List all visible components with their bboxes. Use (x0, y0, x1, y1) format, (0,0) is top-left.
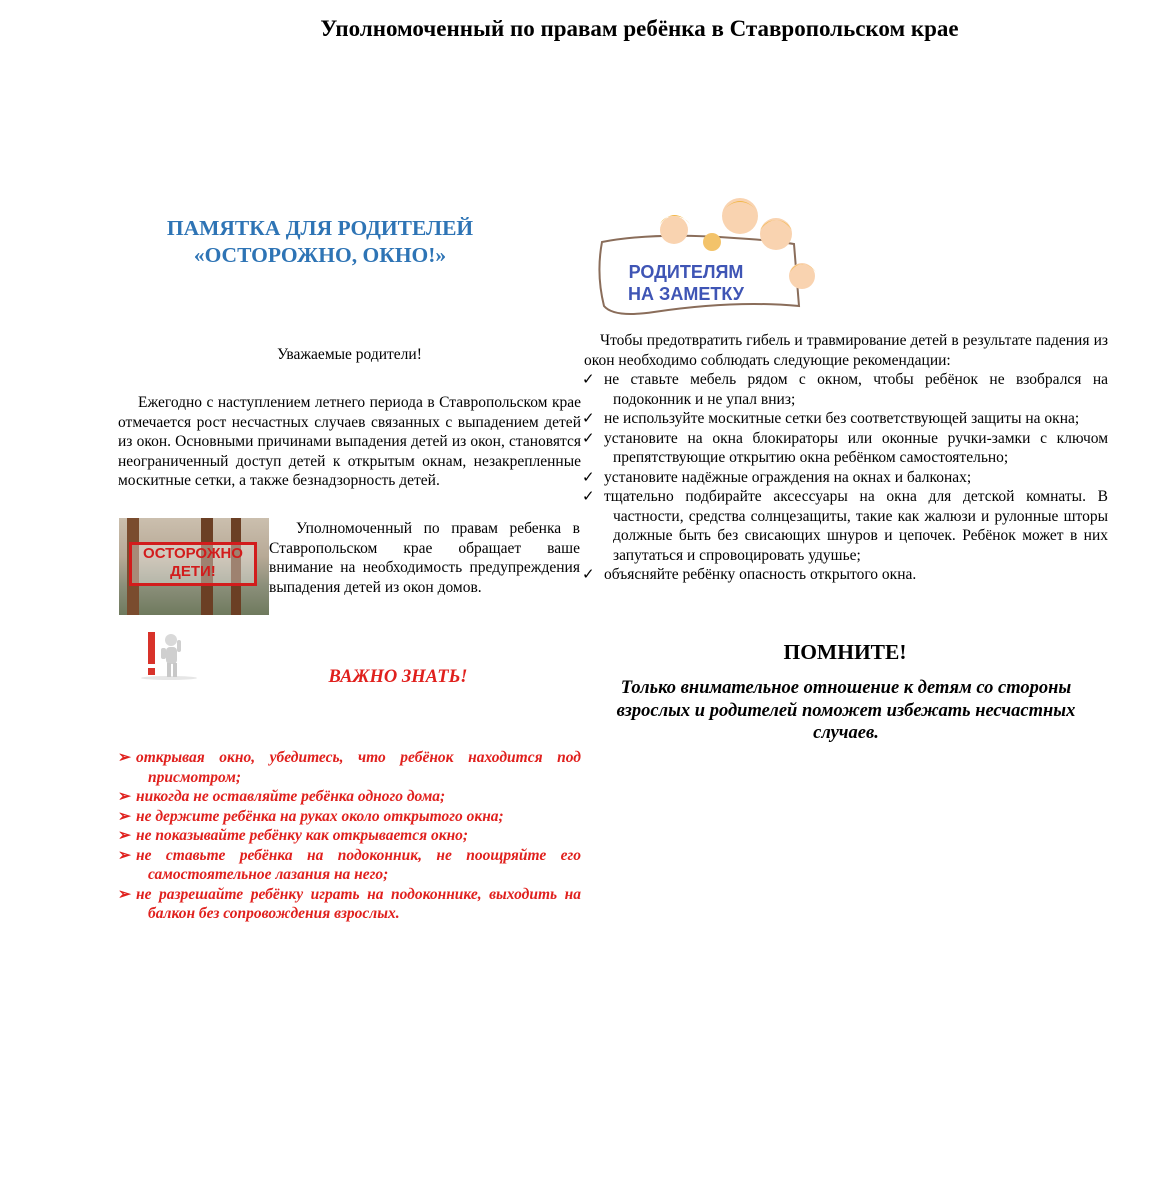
caution-children-image (119, 518, 269, 615)
advice-item: ✓ тщательно подбирайте аксессуары на окна для детской комнаты. В частности, средства солнцезащиты, такие как жалюзи и рулонные шторы должные быть без свисающих шнуров и цепочек. Ребёнок может в них запутаться и спровоцировать удушье; (582, 487, 1108, 564)
check-icon: ✓ (582, 565, 595, 583)
rule-item: ➢ не держите ребёнка на руках около открытого окна; (118, 807, 504, 825)
check-icon: ✓ (582, 370, 595, 388)
page-title: Уполномоченный по правам ребёнка в Ставропольском крае (320, 16, 959, 41)
parents-note-banner (594, 194, 824, 324)
greeting: Уважаемые родители! (277, 346, 422, 363)
intro-paragraph: Ежегодно с наступлением летнего периода в Ставропольском крае отмечается рост несчастных случаев связанных с выпадением детей из окон. Основными причинами выпадения детей из окон, становятся неограниченный доступ детей к открытым окнам, незакрепленные москитные сетки, а также безнадзорность детей. (118, 394, 581, 489)
memo-title-line1: ПАМЯТКА ДЛЯ РОДИТЕЛЕЙ (166, 216, 474, 240)
advice-list (582, 370, 1108, 585)
remember-heading: ПОМНИТЕ! (783, 640, 907, 664)
caution-stamp (129, 542, 257, 586)
caution-stamp-line1: ОСТОРОЖНО (143, 545, 243, 562)
rule-item: ➢ не ставьте ребёнка на подоконник, не поощряйте его самостоятельное лазания на него; (118, 846, 581, 883)
rule-item: ➢ никогда не оставляйте ребёнка одного дома; (118, 788, 446, 805)
banner-line2: НА ЗАМЕТКУ (628, 284, 744, 304)
advice-intro: Чтобы предотвратить гибель и травмирование детей в результате падения из окон необходимо соблюдать следующие рекомендации: (584, 332, 1108, 369)
rule-item: ➢ не разрешайте ребёнку играть на подоконнике, выходить на балкон без сопровождения взрослых. (118, 885, 581, 922)
memo-title (118, 215, 522, 269)
rule-item: ➢ открывая окно, убедитесь, что ребёнок находится под присмотром; (118, 749, 581, 786)
remember-text: Только внимательное отношение к детям со стороны взрослых и родителей поможет избежать несчастных случаев. (616, 678, 1076, 743)
banner-line1: РОДИТЕЛЯМ (628, 262, 744, 282)
ombudsman-paragraph: Уполномоченный по правам ребенка в Ставропольском крае обращает ваше внимание на необходимость предупреждения выпадения детей из окон домов. (269, 520, 580, 596)
important-heading: ВАЖНО ЗНАТЬ! (328, 667, 468, 687)
advice-item: ✓ не используйте москитные сетки без соответствующей защиты на окна; (582, 409, 1080, 427)
rule-item: ➢ не показывайте ребёнку как открывается окно; (118, 827, 469, 844)
check-icon: ✓ (582, 467, 595, 486)
rules-list (118, 748, 581, 924)
advice-item: ✓ установите надёжные ограждения на окнах и балконах; (582, 467, 972, 486)
caution-stamp-line2: ДЕТИ! (170, 563, 216, 580)
advice-item: ✓ не ставьте мебель рядом с окном, чтобы ребёнок не взобрался на подоконник и не упал вниз; (582, 370, 1108, 408)
advice-item: ✓ объясняйте ребёнку опасность открытого окна. (582, 565, 917, 583)
check-icon: ✓ (582, 409, 595, 427)
advice-item: ✓ установите на окна блокираторы или оконные ручки-замки с ключом препятствующие открытию окна ребёнком самостоятельно; (582, 428, 1108, 466)
check-icon: ✓ (582, 428, 595, 447)
memo-title-line2: «ОСТОРОЖНО, ОКНО!» (193, 243, 447, 267)
check-icon: ✓ (582, 487, 595, 505)
